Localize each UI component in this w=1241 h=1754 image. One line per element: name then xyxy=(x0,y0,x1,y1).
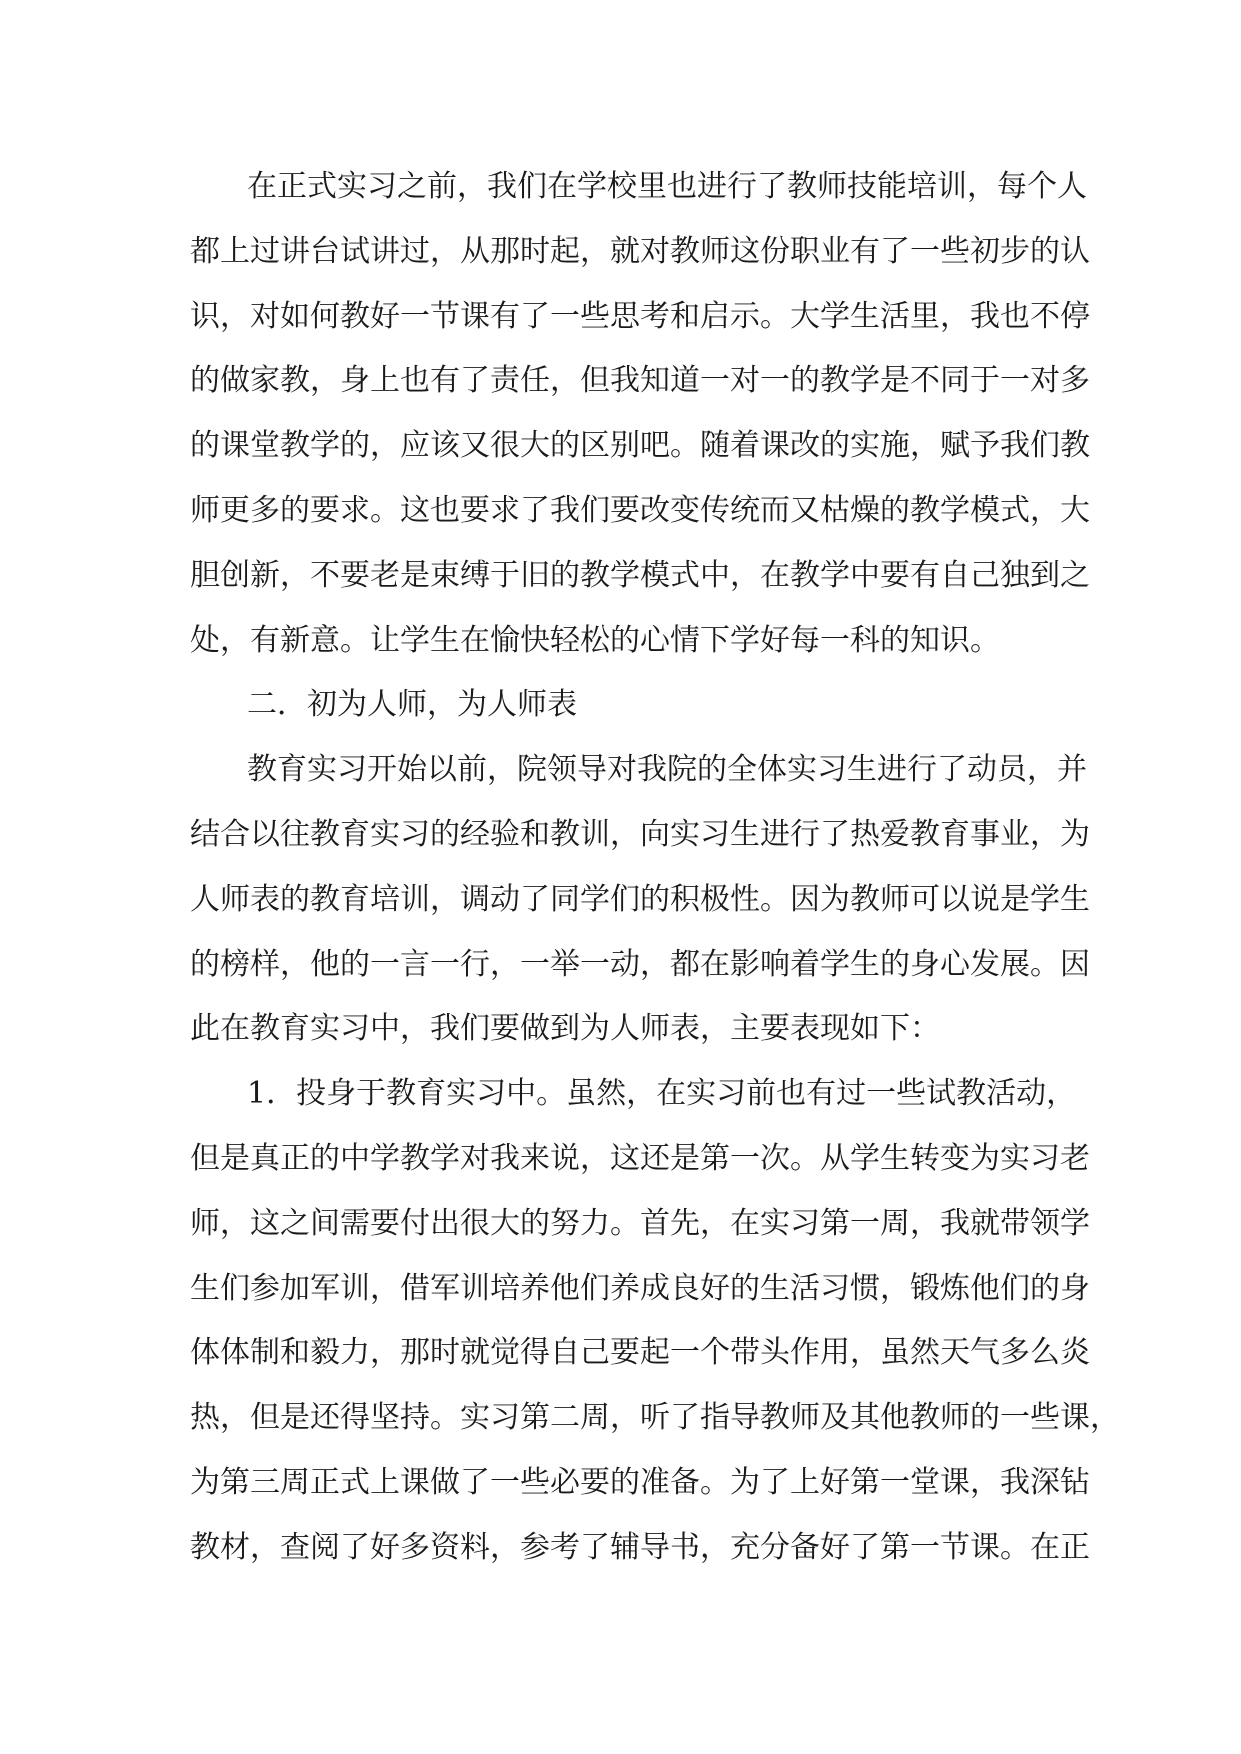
text-line: 的做家教，身上也有了责任，但我知道一对一的教学是不同于一对多 xyxy=(190,363,1090,399)
text-line: 结合以往教育实习的经验和教训，向实习生进行了热爱教育事业，为 xyxy=(190,816,1090,852)
text-line: 但是真正的中学教学对我来说，这还是第一次。从学生转变为实习老 xyxy=(190,1140,1090,1176)
section-heading: 二．初为人师，为人师表 xyxy=(247,687,577,723)
text-line: 教育实习开始以前，院领导对我院的全体实习生进行了动员，并 xyxy=(247,752,1087,788)
text-line: 体体制和毅力，那时就觉得自己要起一个带头作用，虽然天气多么炎 xyxy=(190,1335,1090,1371)
text-line: 人师表的教育培训，调动了同学们的积极性。因为教师可以说是学生 xyxy=(190,881,1090,917)
text-line: 识，对如何教好一节课有了一些思考和启示。大学生活里，我也不停 xyxy=(190,298,1090,334)
text-line: 生们参加军训，借军训培养他们养成良好的生活习惯，锻炼他们的身 xyxy=(190,1270,1090,1306)
text-line: 此在教育实习中，我们要做到为人师表，主要表现如下： xyxy=(190,1011,940,1047)
text-line: 的榜样，他的一言一行，一举一动，都在影响着学生的身心发展。因 xyxy=(190,946,1090,982)
text-line: 都上过讲台试讲过，从那时起，就对教师这份职业有了一些初步的认 xyxy=(190,233,1090,269)
text-line: 师，这之间需要付出很大的努力。首先，在实习第一周，我就带领学 xyxy=(190,1205,1090,1241)
text-line: 的课堂教学的，应该又很大的区别吧。随着课改的实施，赋予我们教 xyxy=(190,428,1090,464)
text-line: 热，但是还得坚持。实习第二周，听了指导教师及其他教师的一些课， xyxy=(190,1400,1120,1436)
document-body xyxy=(190,155,1120,1581)
text-line: 处，有新意。让学生在愉快轻松的心情下学好每一科的知识。 xyxy=(190,622,1000,658)
text-line: 师更多的要求。这也要求了我们要改变传统而又枯燥的教学模式，大 xyxy=(190,492,1090,528)
text-line: 教材，查阅了好多资料，参考了辅导书，充分备好了第一节课。在正 xyxy=(190,1529,1090,1565)
text-line: 胆创新，不要老是束缚于旧的教学模式中，在教学中要有自己独到之 xyxy=(190,557,1090,593)
list-item-line: 1．投身于教育实习中。虽然，在实习前也有过一些试教活动， xyxy=(247,1076,1077,1112)
text-line: 为第三周正式上课做了一些必要的准备。为了上好第一堂课，我深钻 xyxy=(190,1464,1090,1500)
text-line: 在正式实习之前，我们在学校里也进行了教师技能培训，每个人 xyxy=(247,169,1087,204)
